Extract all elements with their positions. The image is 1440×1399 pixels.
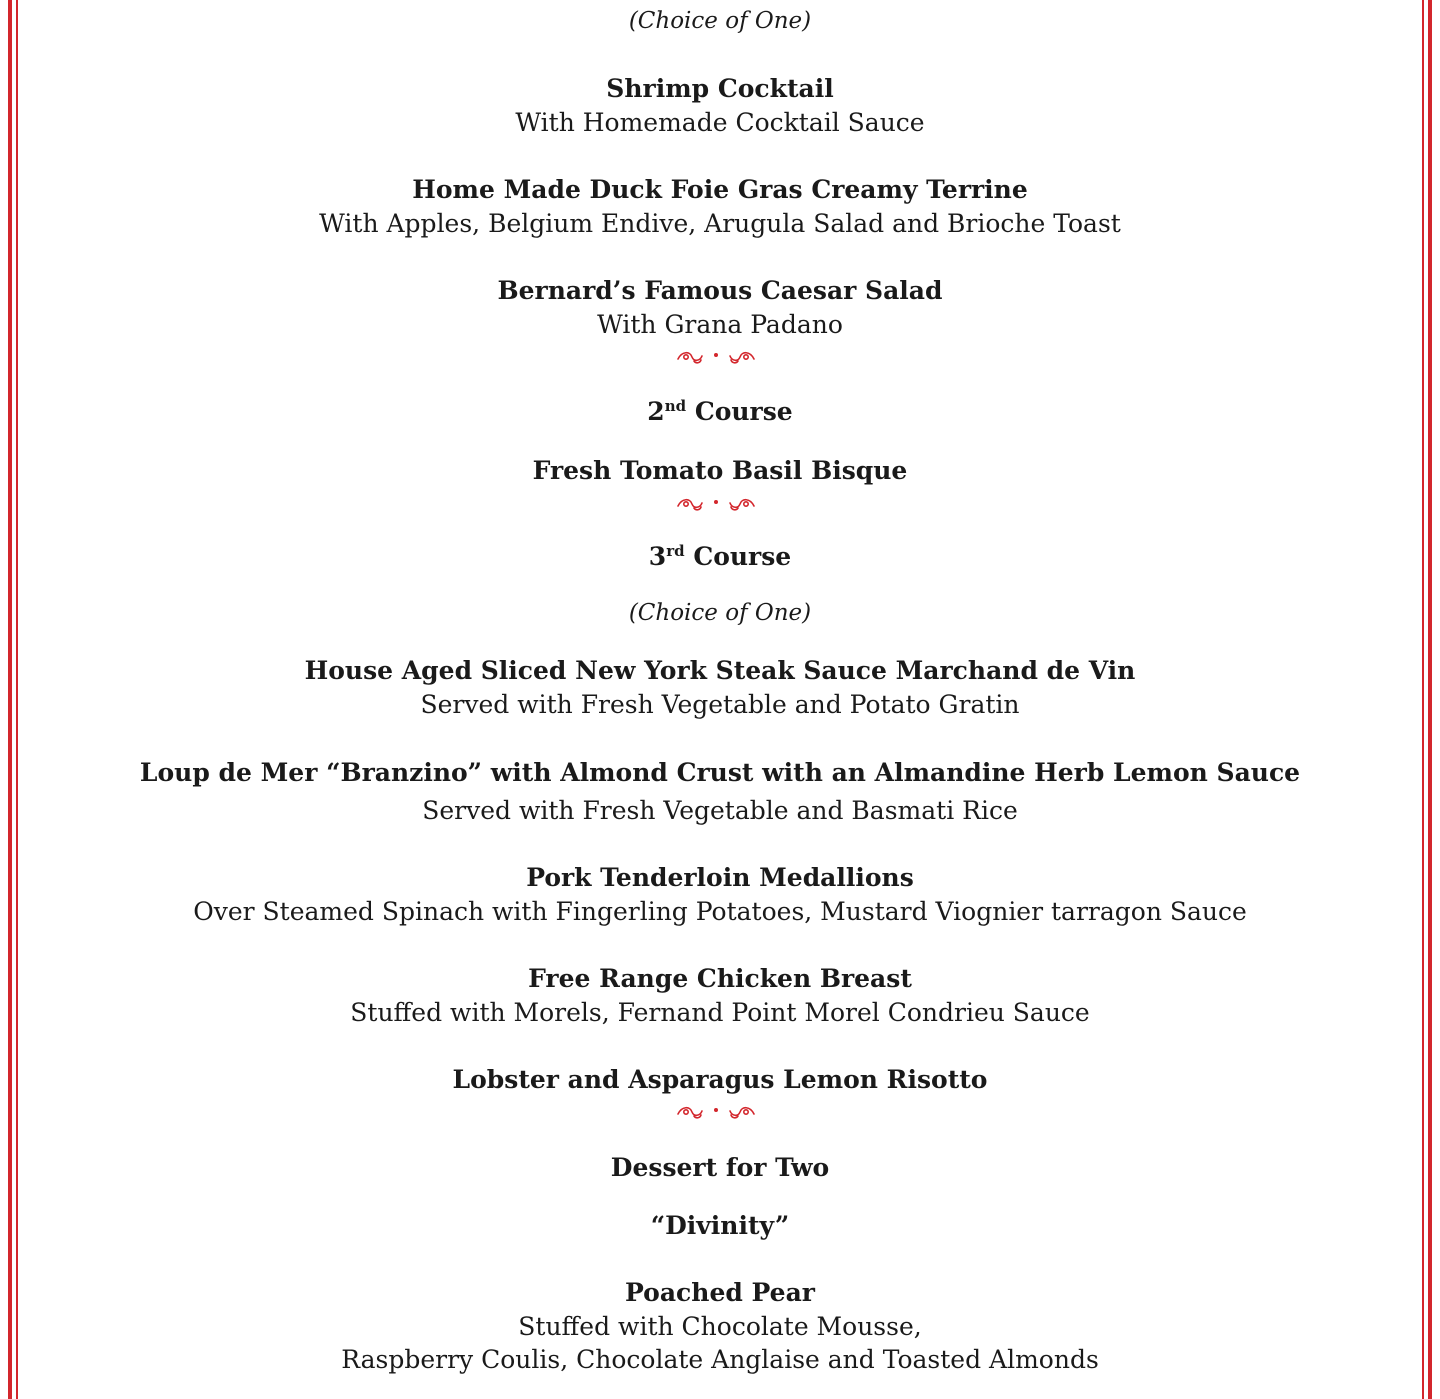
choice-note: (Choice of One) — [628, 600, 812, 626]
right-border-outer — [1428, 0, 1432, 1399]
menu-item-desc: With Apples, Belgium Endive, Arugula Salad and Brioche Toast — [319, 209, 1121, 238]
left-border-outer — [8, 0, 12, 1399]
menu-item-desc: With Grana Padano — [597, 310, 843, 339]
menu-item-title: Shrimp Cocktail — [606, 74, 834, 103]
menu-item-desc: Served with Fresh Vegetable and Basmati Rice — [422, 796, 1018, 825]
menu-item-desc: With Homemade Cocktail Sauce — [515, 108, 925, 137]
menu-item-title: Fresh Tomato Basil Bisque — [532, 456, 908, 485]
dessert-heading: Dessert for Two — [610, 1153, 830, 1182]
menu-item-desc: Over Steamed Spinach with Fingerling Potatoes, Mustard Viognier tarragon Sauce — [193, 897, 1247, 926]
menu-item-title: Lobster and Asparagus Lemon Risotto — [452, 1065, 988, 1094]
dessert-name: “Divinity” — [650, 1211, 790, 1240]
right-border-inner — [1422, 0, 1424, 1399]
menu-item-title: Loup de Mer “Branzino” with Almond Crust with an Almandine Herb Lemon Sauce — [139, 758, 1301, 787]
menu-item-desc: Stuffed with Chocolate Mousse, — [518, 1312, 922, 1341]
course-heading: 2nd Course — [647, 397, 793, 426]
menu-item-title: House Aged Sliced New York Steak Sauce Marchand de Vin — [304, 656, 1136, 685]
menu-item-desc: Served with Fresh Vegetable and Potato Gratin — [420, 690, 1020, 719]
menu-item-title: Home Made Duck Foie Gras Creamy Terrine — [412, 175, 1028, 204]
scroll-divider-icon — [676, 494, 756, 514]
menu-item-title: Free Range Chicken Breast — [528, 964, 912, 993]
scroll-divider-icon — [676, 1102, 756, 1122]
menu-item-desc: Stuffed with Morels, Fernand Point Morel Condrieu Sauce — [350, 998, 1090, 1027]
menu-item-title: Bernard’s Famous Caesar Salad — [497, 276, 943, 305]
left-border-inner — [16, 0, 18, 1399]
scroll-divider-icon — [676, 347, 756, 367]
menu-item-desc: Raspberry Coulis, Chocolate Anglaise and Toasted Almonds — [341, 1345, 1099, 1374]
menu-item-title: Poached Pear — [625, 1278, 815, 1307]
course-heading: 3rd Course — [648, 542, 792, 571]
menu-item-title: Pork Tenderloin Medallions — [526, 863, 914, 892]
choice-note: (Choice of One) — [628, 8, 812, 34]
